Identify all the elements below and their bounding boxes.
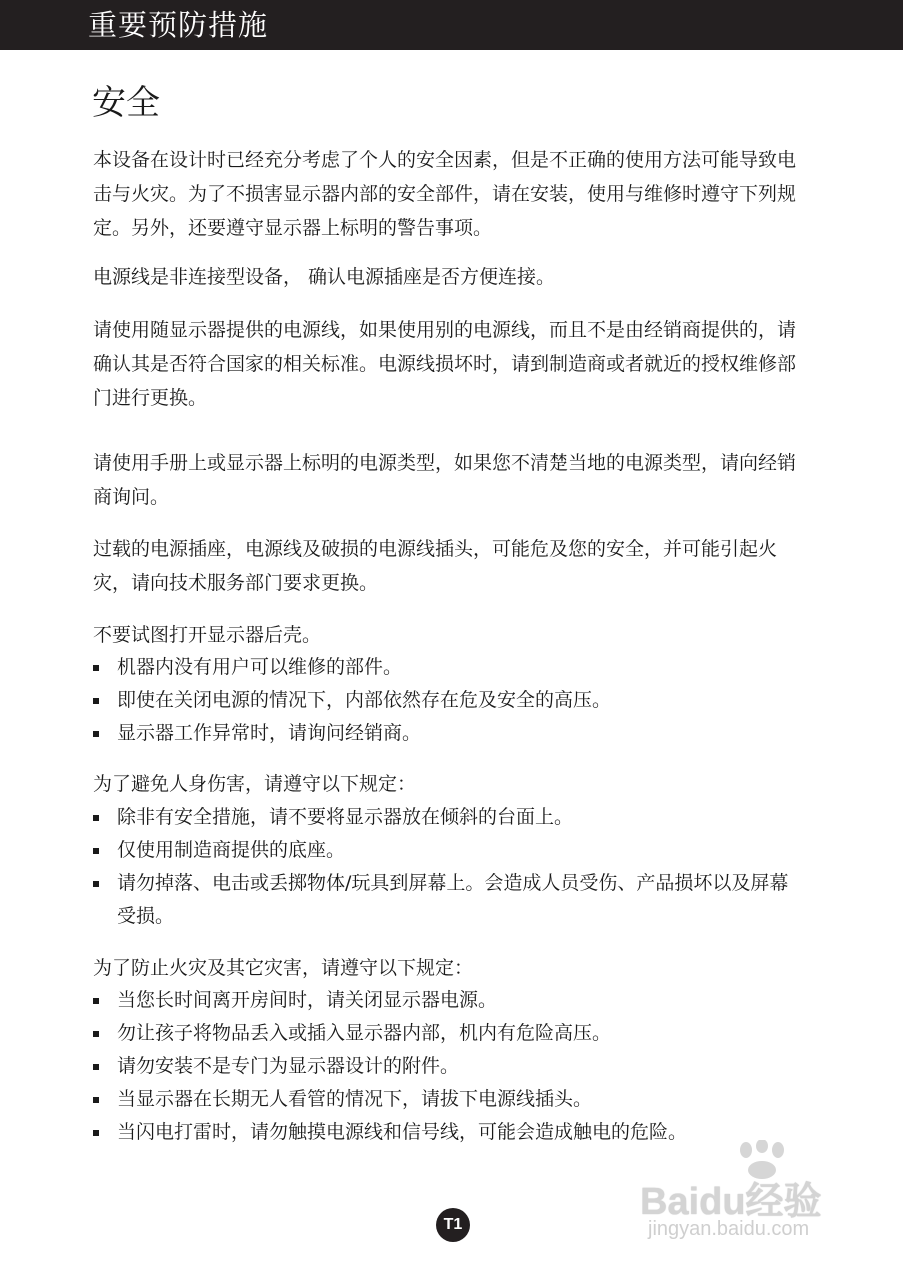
list-item: 当闪电打雷时，请勿触摸电源线和信号线，可能会造成触电的危险。 xyxy=(93,1116,805,1149)
injury-heading: 为了避免人身伤害，请遵守以下规定： xyxy=(93,773,417,795)
overload-paragraph: 过载的电源插座，电源线及破损的电源线插头，可能危及您的安全，并可能引起火灾，请向技术服务部门要求更换。 xyxy=(93,538,778,594)
section-title: 安全 xyxy=(92,83,160,123)
fire-list xyxy=(93,984,805,1149)
cover-warning-list xyxy=(93,651,805,750)
list-item: 请勿安装不是专门为显示器设计的附件。 xyxy=(93,1050,805,1083)
bullet-icon xyxy=(93,698,99,704)
list-item: 即使在关闭电源的情况下，内部依然存在危及安全的高压。 xyxy=(93,684,805,717)
fire-heading: 为了防止火灾及其它灾害，请遵守以下规定： xyxy=(93,957,474,979)
bullet-icon xyxy=(93,848,99,854)
watermark-logo: Baidu经验 xyxy=(640,1181,822,1223)
list-item: 当您长时间离开房间时，请关闭显示器电源。 xyxy=(93,984,805,1017)
bullet-icon xyxy=(93,1064,99,1070)
list-item: 当显示器在长期无人看管的情况下，请拔下电源线插头。 xyxy=(93,1083,805,1116)
bullet-icon xyxy=(93,1097,99,1103)
power-cord-device-paragraph: 电源线是非连接型设备， 确认电源插座是否方便连接。 xyxy=(93,266,556,288)
watermark-url: jingyan.baidu.com xyxy=(648,1218,810,1240)
list-item: 除非有安全措施，请不要将显示器放在倾斜的台面上。 xyxy=(93,801,805,834)
header-bar xyxy=(0,0,903,50)
power-cord-use-paragraph: 请使用随显示器提供的电源线，如果使用别的电源线，而且不是由经销商提供的，请确认其是否符合国家的相关标准。电源线损坏时，请到制造商或者就近的授权维修部门进行更换。 xyxy=(93,319,797,409)
header-title: 重要预防措施 xyxy=(88,8,269,42)
list-item: 仅使用制造商提供的底座。 xyxy=(93,834,805,867)
list-item: 机器内没有用户可以维修的部件。 xyxy=(93,651,805,684)
intro-paragraph: 本设备在设计时已经充分考虑了个人的安全因素，但是不正确的使用方法可能导致电击与火灾。为了不损害显示器内部的安全部件，请在安装，使用与维修时遵守下列规定。另外，还要遵守显示器上标明的警告事项。 xyxy=(93,149,797,239)
list-item: 请勿掉落、电击或丢掷物体/玩具到屏幕上。会造成人员受伤、产品损坏以及屏幕受损。 xyxy=(93,867,805,933)
cover-warning-heading: 不要试图打开显示器后壳。 xyxy=(93,624,322,646)
list-item: 勿让孩子将物品丢入或插入显示器内部，机内有危险高压。 xyxy=(93,1017,805,1050)
power-type-paragraph: 请使用手册上或显示器上标明的电源类型，如果您不清楚当地的电源类型，请向经销商询问。 xyxy=(93,452,797,508)
bullet-icon xyxy=(93,1130,99,1136)
bullet-icon xyxy=(93,881,99,887)
bullet-icon xyxy=(93,731,99,737)
page-number: T1 xyxy=(436,1208,470,1242)
list-item: 显示器工作异常时，请询问经销商。 xyxy=(93,717,805,750)
baidu-watermark xyxy=(640,1140,855,1250)
bullet-icon xyxy=(93,815,99,821)
bullet-icon xyxy=(93,665,99,671)
bullet-icon xyxy=(93,998,99,1004)
injury-list xyxy=(93,801,805,933)
bullet-icon xyxy=(93,1031,99,1037)
